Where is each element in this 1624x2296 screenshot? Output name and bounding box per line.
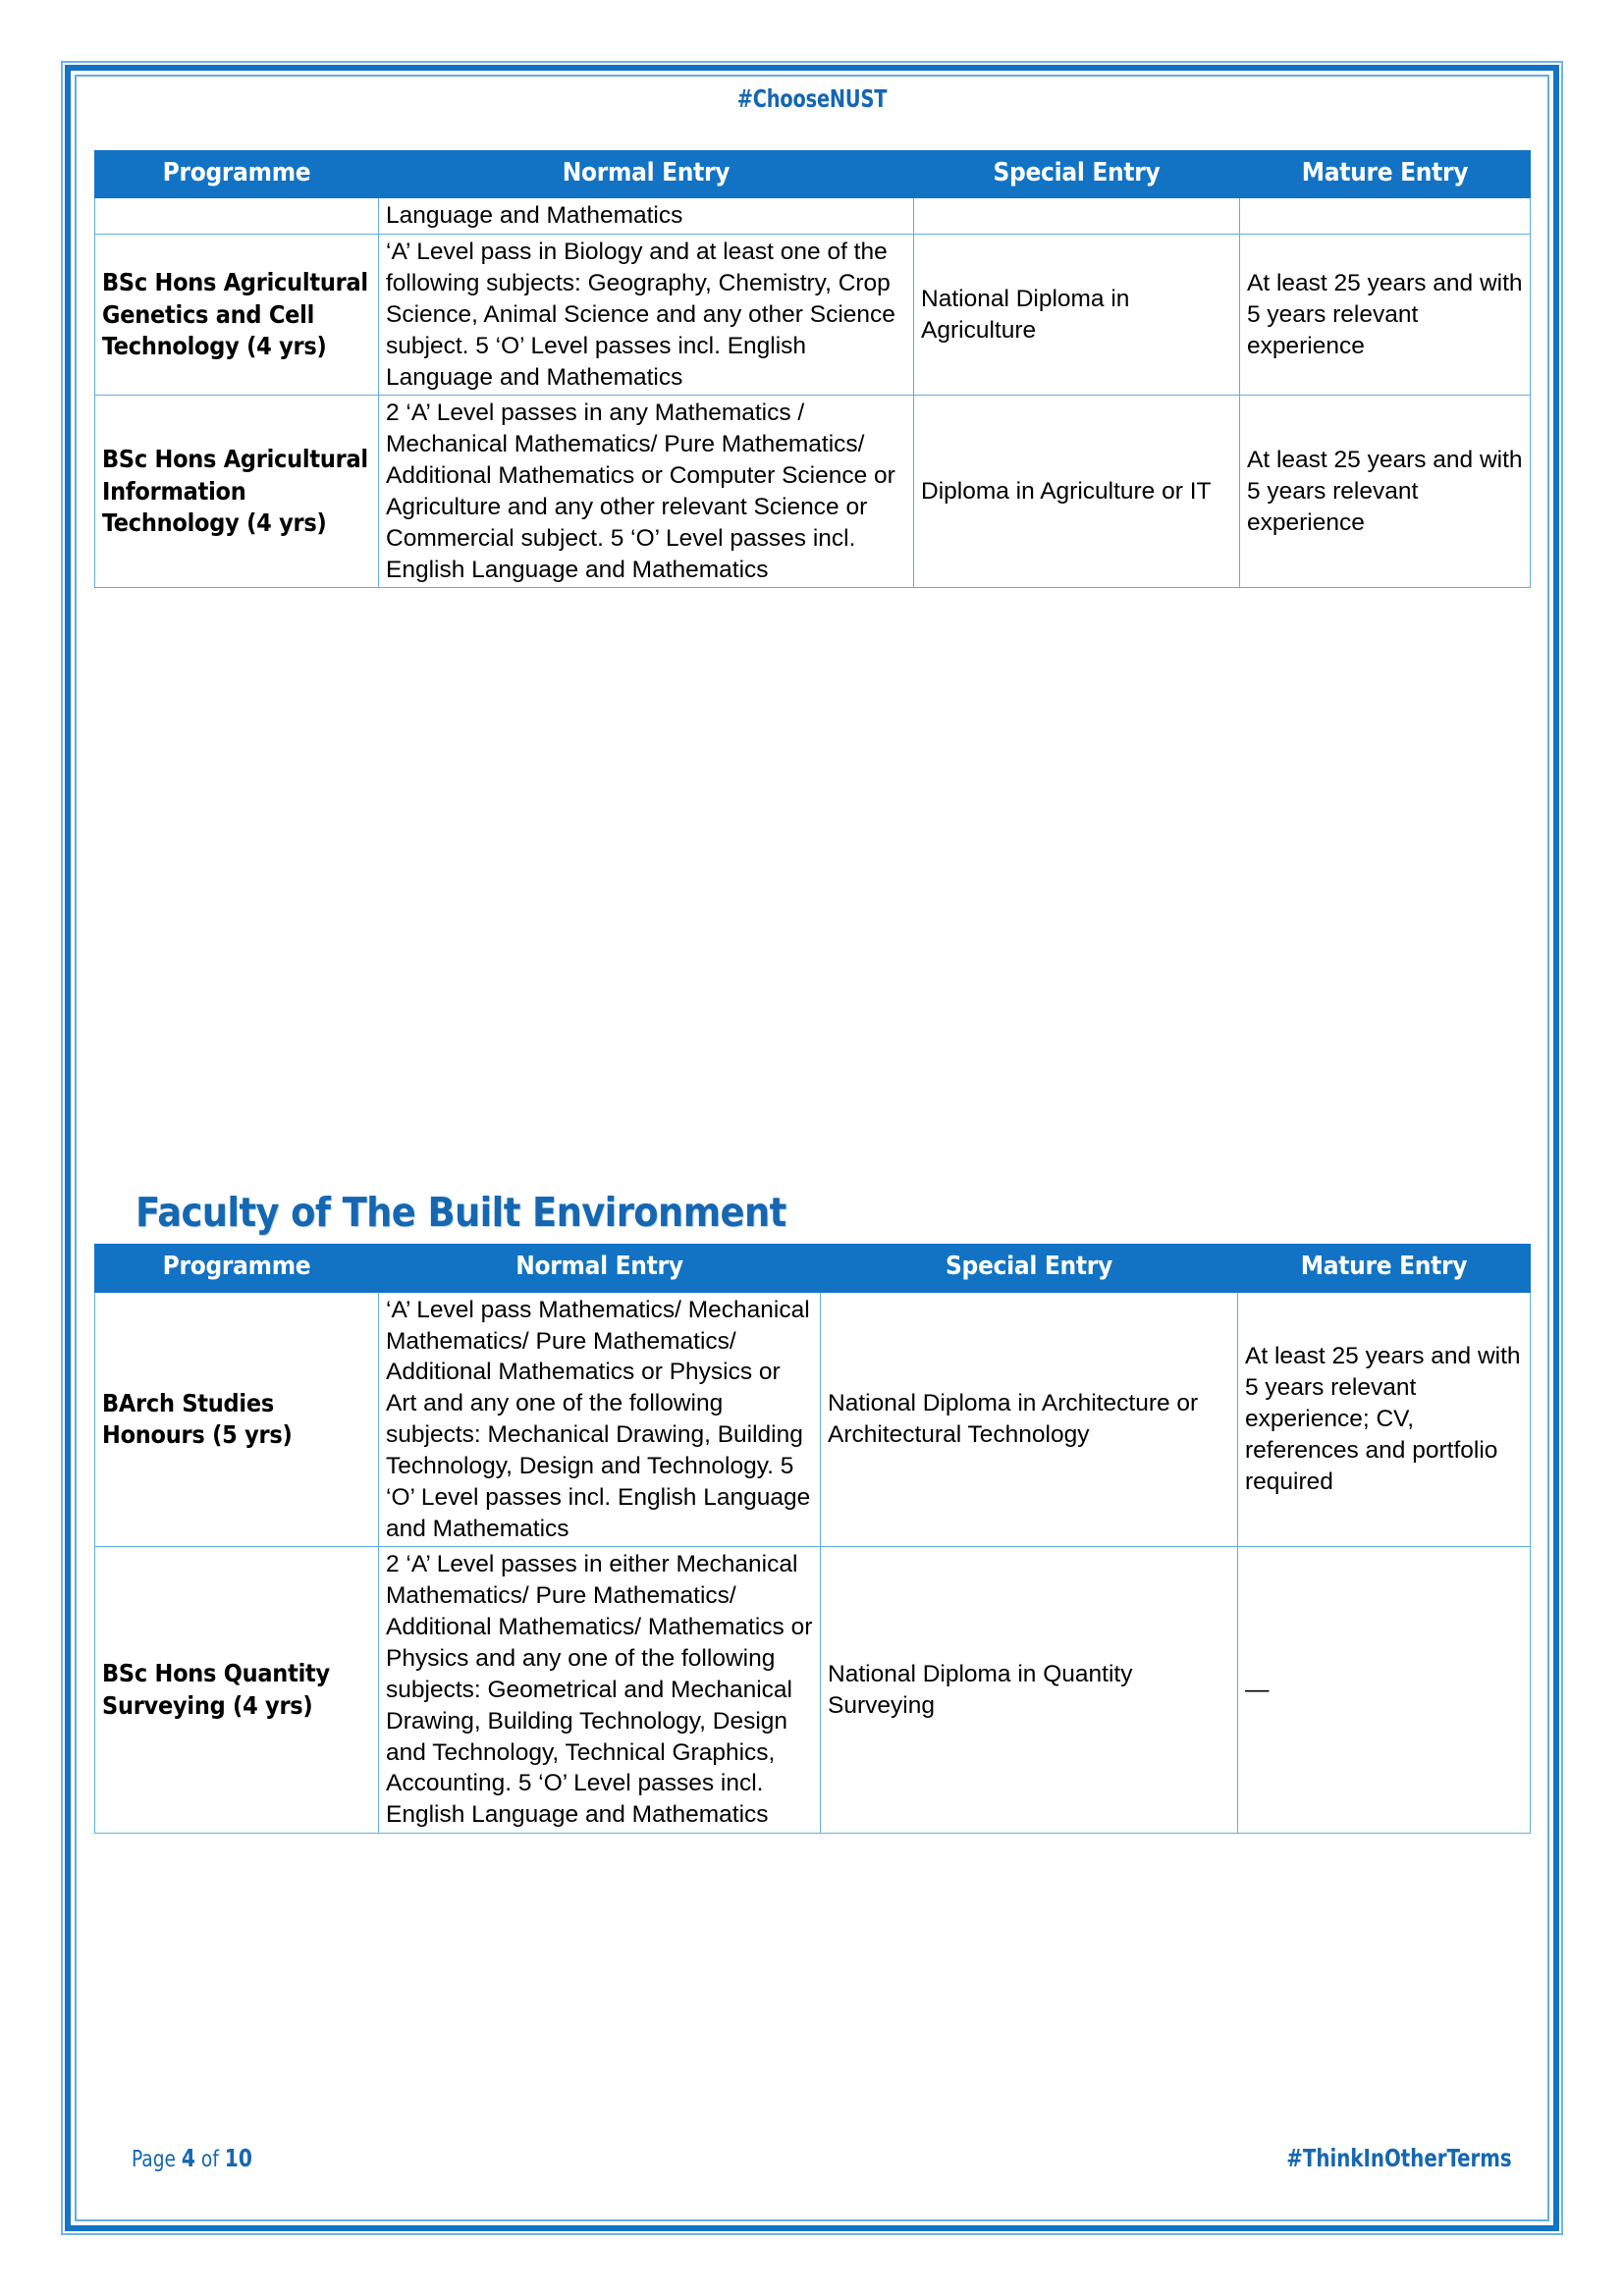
column-header-mature-entry: Mature Entry (1238, 1245, 1531, 1292)
column-header-programme: Programme (95, 151, 379, 198)
cell-mature-entry: At least 25 years and with 5 years relevant experience (1240, 396, 1531, 588)
cell-special-entry: National Diploma in Agriculture (914, 235, 1240, 396)
section-spacer (94, 588, 1530, 1189)
page-middle: of (195, 2147, 225, 2172)
table-row (95, 396, 1531, 588)
page-content (94, 84, 1530, 1834)
cell-mature-entry: At least 25 years and with 5 years relevant experience; CV, references and portfolio required (1238, 1292, 1531, 1547)
page-total: 10 (224, 2144, 252, 2172)
cell-normal-entry: 2 ‘A’ Level passes in any Mathematics / Mechanical Mathematics/ Pure Mathematics/ Additional Mathematics or Computer Science or Agriculture and any other relevant Science or Commercial subject. 5 ‘O’ Level passes incl. English Language and Mathematics (379, 396, 914, 588)
table-row (95, 1292, 1531, 1547)
built-environment-entry-table (94, 1244, 1531, 1834)
choosenust-hashtag: #ChooseNUST (736, 84, 888, 113)
column-header-special-entry: Special Entry (914, 151, 1240, 198)
cell-mature-entry (1240, 198, 1531, 235)
cell-normal-entry: Language and Mathematics (379, 198, 914, 235)
column-header-mature-entry: Mature Entry (1240, 151, 1531, 198)
cell-programme: BSc Hons Agricultural Genetics and Cell Technology (4 yrs) (95, 235, 379, 396)
cell-mature-entry: At least 25 years and with 5 years relevant experience (1240, 235, 1531, 396)
table-header-row (95, 151, 1531, 198)
table-row (95, 1547, 1531, 1834)
table-row (95, 198, 1531, 235)
table-row (95, 235, 1531, 396)
cell-normal-entry: ‘A’ Level pass in Biology and at least one of the following subjects: Geography, Chemistry, Crop Science, Animal Science and any other Science subject. 5 ‘O’ Level passes incl. English Language and Mathematics (379, 235, 914, 396)
page-number-label (132, 2144, 252, 2172)
table-header-row (95, 1245, 1531, 1292)
column-header-programme: Programme (95, 1245, 379, 1292)
column-header-normal-entry: Normal Entry (379, 1245, 821, 1292)
faculty-built-environment-title: Faculty of The Built Environment (135, 1189, 786, 1237)
cell-special-entry: Diploma in Agriculture or IT (914, 396, 1240, 588)
thinkinotherterms-hashtag: #ThinkInOtherTerms (1286, 2144, 1512, 2172)
cell-programme: BSc Hons Quantity Surveying (4 yrs) (95, 1547, 379, 1834)
cell-mature-entry: — (1238, 1547, 1531, 1834)
column-header-normal-entry: Normal Entry (379, 151, 914, 198)
cell-normal-entry: ‘A’ Level pass Mathematics/ Mechanical Mathematics/ Pure Mathematics/ Additional Mathematics or Physics or Art and any one of the following subjects: Mechanical Drawing, Building Technology, Design and Technology. 5 ‘O’ Level passes incl. English Language and Mathematics (379, 1292, 821, 1547)
agriculture-entry-table (94, 150, 1531, 588)
page-prefix: Page (132, 2147, 182, 2172)
page-current: 4 (181, 2144, 196, 2172)
cell-programme: BArch Studies Honours (5 yrs) (95, 1292, 379, 1547)
cell-special-entry: National Diploma in Architecture or Architectural Technology (821, 1292, 1238, 1547)
cell-special-entry: National Diploma in Quantity Surveying (821, 1547, 1238, 1834)
column-header-special-entry: Special Entry (821, 1245, 1238, 1292)
page-footer (94, 2144, 1530, 2172)
cell-special-entry (914, 198, 1240, 235)
cell-programme: BSc Hons Agricultural Information Technology (4 yrs) (95, 396, 379, 588)
cell-normal-entry: 2 ‘A’ Level passes in either Mechanical Mathematics/ Pure Mathematics/ Additional Mathematics/ Mathematics or Physics and any one of the following subjects: Geometrical and Mechanical Drawing, Building Technology, Design and Technology, Technical Graphics, Accounting. 5 ‘O’ Level passes incl. English Language and Mathematics (379, 1547, 821, 1834)
cell-programme (95, 198, 379, 235)
